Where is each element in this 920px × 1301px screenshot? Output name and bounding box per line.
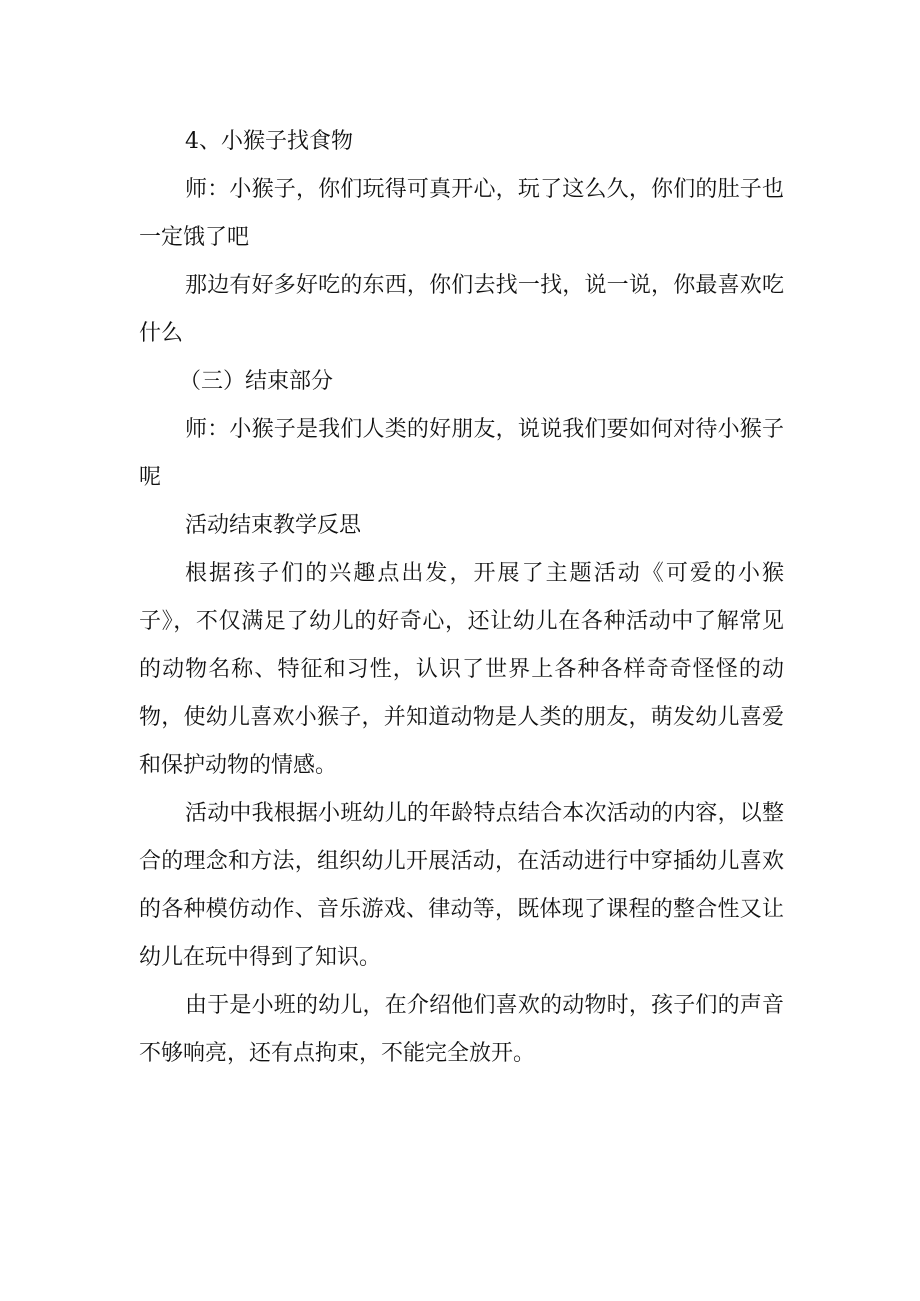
paragraph-teacher-hungry: 师：小猴子，你们玩得可真开心，玩了这么久，你们的肚子也一定饿了吧 — [139, 177, 784, 250]
section-heading-monkey-food: 4、小猴子找食物 — [185, 129, 353, 154]
paragraph-reflection-shortcoming: 由于是小班的幼儿，在介绍他们喜欢的动物时，孩子们的声音不够响亮，还有点拘束，不能完全放开。 — [139, 993, 784, 1066]
paragraph-reflection-interest: 根据孩子们的兴趣点出发，开展了主题活动《可爱的小猴子》，不仅满足了幼儿的好奇心，还让幼儿在各种活动中了解常见的动物名称、特征和习性，认识了世界上各种各样奇奇怪怪的动物，使幼儿喜欢小猴子，并知道动物是人类的朋友，萌发幼儿喜爱和保护动物的情感。 — [139, 561, 784, 778]
paragraph-teacher-friend: 师：小猴子是我们人类的好朋友，说说我们要如何对待小猴子呢 — [139, 417, 784, 490]
paragraph-find-food: 那边有好多好吃的东西，你们去找一找，说一说，你最喜欢吃什么 — [139, 273, 784, 346]
paragraph-reflection-method: 活动中我根据小班幼儿的年龄特点结合本次活动的内容，以整合的理念和方法，组织幼儿开展活动，在活动进行中穿插幼儿喜欢的各种模仿动作、音乐游戏、律动等，既体现了课程的整合性又让幼儿在玩中得到了知识。 — [139, 801, 784, 970]
section-heading-ending: （三）结束部分 — [179, 369, 334, 394]
document-body — [139, 118, 784, 1078]
section-heading-reflection: 活动结束教学反思 — [185, 513, 362, 538]
